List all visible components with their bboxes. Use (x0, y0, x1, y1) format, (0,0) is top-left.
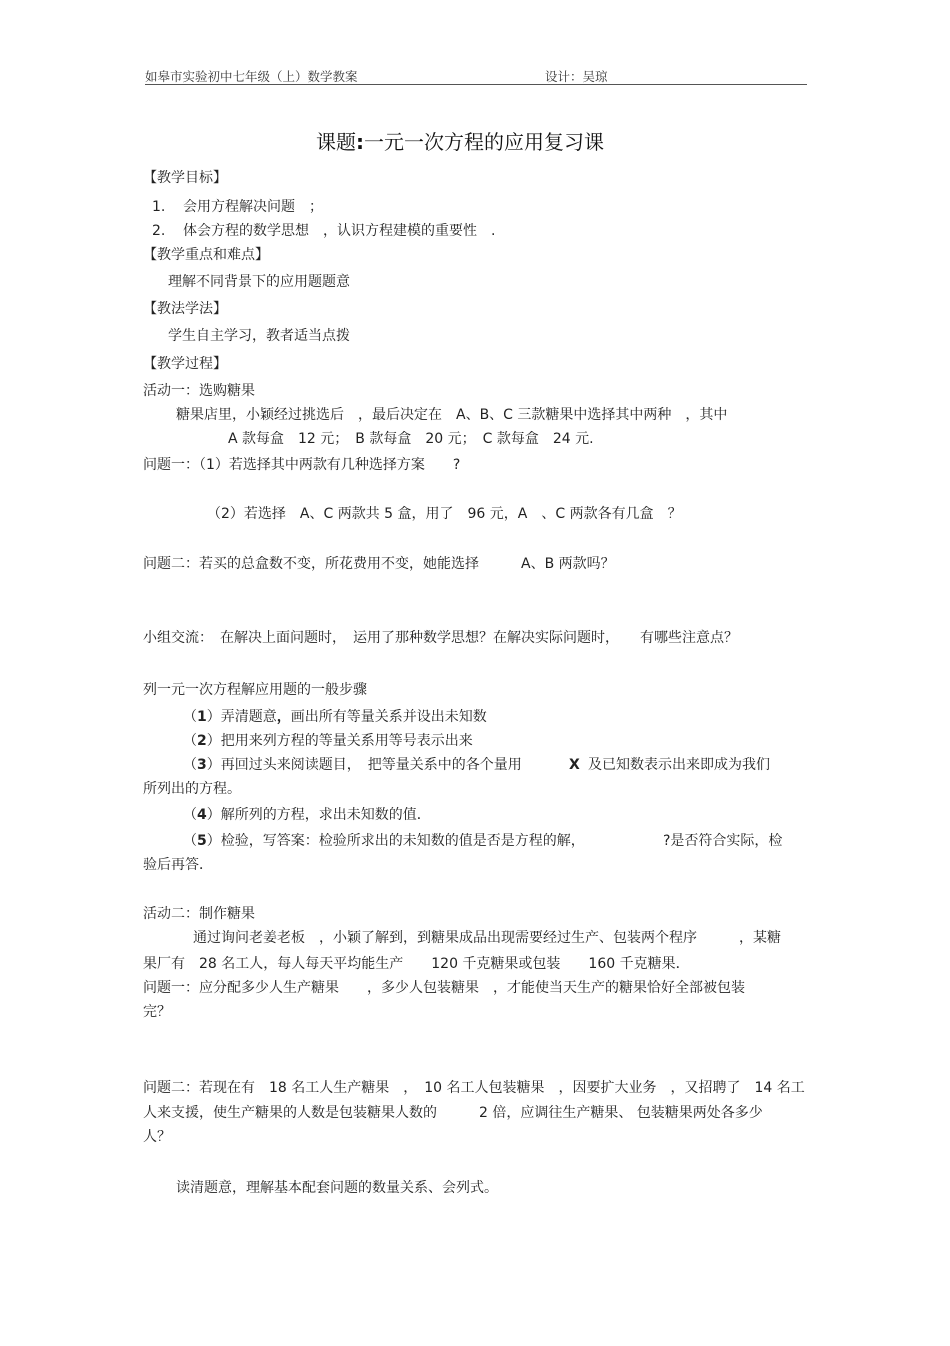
step-2-text: ）把用来列方程的等量关系用等号表示出来 (206, 733, 473, 749)
step-3-continuation: 所列出的方程。 (143, 781, 241, 797)
step-4-number: 4 (197, 807, 207, 823)
objective-1: 会用方程解决问题 ； (183, 199, 323, 215)
methods-heading: 【教法学法】 (143, 301, 227, 317)
activity-1-question-2: 问题二：若买的总盒数不变，所花费用不变，她能选择 A、B 两款吗？ (143, 556, 615, 572)
activity-2-desc-2: 果厂有 28 名工人，每人每天平均能生产 120 千克糖果或包装 160 千克糖果． (143, 956, 690, 972)
step-3 (183, 755, 522, 775)
step-3-open: （ (183, 757, 197, 773)
step-5-number: 5 (197, 833, 207, 849)
step-5-continuation: 验后再答． (143, 857, 213, 873)
step-1-comma: ， (276, 709, 291, 725)
title-colon: : (356, 130, 364, 154)
activity-2-question-1a: 问题一：应分配多少人生产糖果 ，多少人包装糖果 ，才能使当天生产的糖果恰好全部被包装 (143, 980, 745, 996)
step-1-number: 1 (197, 709, 207, 725)
step-3-variable: X (569, 757, 580, 773)
step-4-open: （ (183, 807, 197, 823)
step-1-rest: 画出所有等量关系并设出未知数 (290, 709, 487, 725)
activity-1-desc-1: 糖果店里，小颖经过挑选后 ，最后决定在 A、B、C 三款糖果中选择其中两种 ，其中 (176, 407, 728, 423)
activity-1-title: 活动一：选购糖果 (143, 383, 255, 399)
activity-1-question-1b: （2）若选择 A、C 两款共 5 盒，用了 96 元，A 、C 两款各有几盒 ？ (207, 506, 682, 522)
group-discussion: 小组交流： 在解决上面问题时， 运用了那种数学思想？在解决实际问题时， 有哪些注意点？ (143, 630, 738, 646)
step-5 (183, 831, 585, 851)
step-2-open: （ (183, 733, 197, 749)
step-3-text: ）再回过头来阅读题目， 把等量关系中的各个量用 (206, 757, 522, 773)
step-4 (183, 805, 431, 825)
steps-title: 列一元一次方程解应用题的一般步骤 (143, 682, 367, 698)
activity-2-question-2b: 人来支援，使生产糖果的人数是包装糖果人数的 2 倍，应调往生产糖果、 包装糖果两处各多少 (143, 1105, 763, 1121)
step-1 (183, 707, 487, 727)
step-5-text: ）检验，写答案：检验所求出的未知数的值是否是方程的解， (206, 833, 585, 849)
step-3-rest: 及已知数表示出来即成为我们 (588, 757, 770, 773)
activity-1-desc-2: A 款每盒 12 元； B 款每盒 20 元； C 款每盒 24 元. (228, 431, 594, 447)
closing-note: 读清题意，理解基本配套问题的数量关系、会列式。 (176, 1180, 498, 1196)
methods-text: 学生自主学习，教者适当点拨 (168, 328, 350, 344)
objective-1-number: 1. (152, 199, 166, 215)
step-1-open: （ (183, 709, 197, 725)
activity-2-question-2a: 问题二：若现在有 18 名工人生产糖果 ， 10 名工人包装糖果 ，因要扩大业务 ，又招聘了 14 名工 (143, 1080, 805, 1096)
objectives-heading: 【教学目标】 (143, 170, 227, 186)
header-left: 如皋市实验初中七年级（上）数学教案 (145, 69, 358, 84)
objective-2-number: 2. (152, 223, 166, 239)
key-points-heading: 【教学重点和难点】 (143, 247, 269, 263)
step-1-text: ）弄清题意 (206, 709, 277, 725)
step-2 (183, 731, 473, 751)
activity-2-question-2c: 人？ (143, 1129, 171, 1145)
step-5-rest: ?是否符合实际，检 (663, 833, 783, 849)
step-3-number: 3 (197, 757, 207, 773)
title-text: 一元一次方程的应用复习课 (364, 130, 604, 154)
page-title (316, 129, 604, 155)
step-4-text: ）解所列的方程，求出未知数的值． (206, 807, 431, 823)
key-points-text: 理解不同背景下的应用题题意 (168, 274, 350, 290)
activity-2-question-1b: 完？ (143, 1004, 171, 1020)
activity-2-title: 活动二：制作糖果 (143, 906, 255, 922)
process-heading: 【教学过程】 (143, 356, 227, 372)
header-right: 设计：吴琼 (545, 69, 608, 84)
activity-2-desc-1: 通过询问老姜老板 ，小颖了解到，到糖果成品出现需要经过生产、包装两个程序 ，某糖 (193, 930, 781, 946)
objective-2: 体会方程的数学思想 ，认识方程建模的重要性 . (183, 223, 496, 239)
step-5-open: （ (183, 833, 197, 849)
step-2-number: 2 (197, 733, 207, 749)
title-prefix: 课题 (316, 130, 356, 154)
header-rule (145, 84, 807, 85)
activity-1-question-1a: 问题一：（1）若选择其中两款有几种选择方案 ? (143, 457, 461, 473)
